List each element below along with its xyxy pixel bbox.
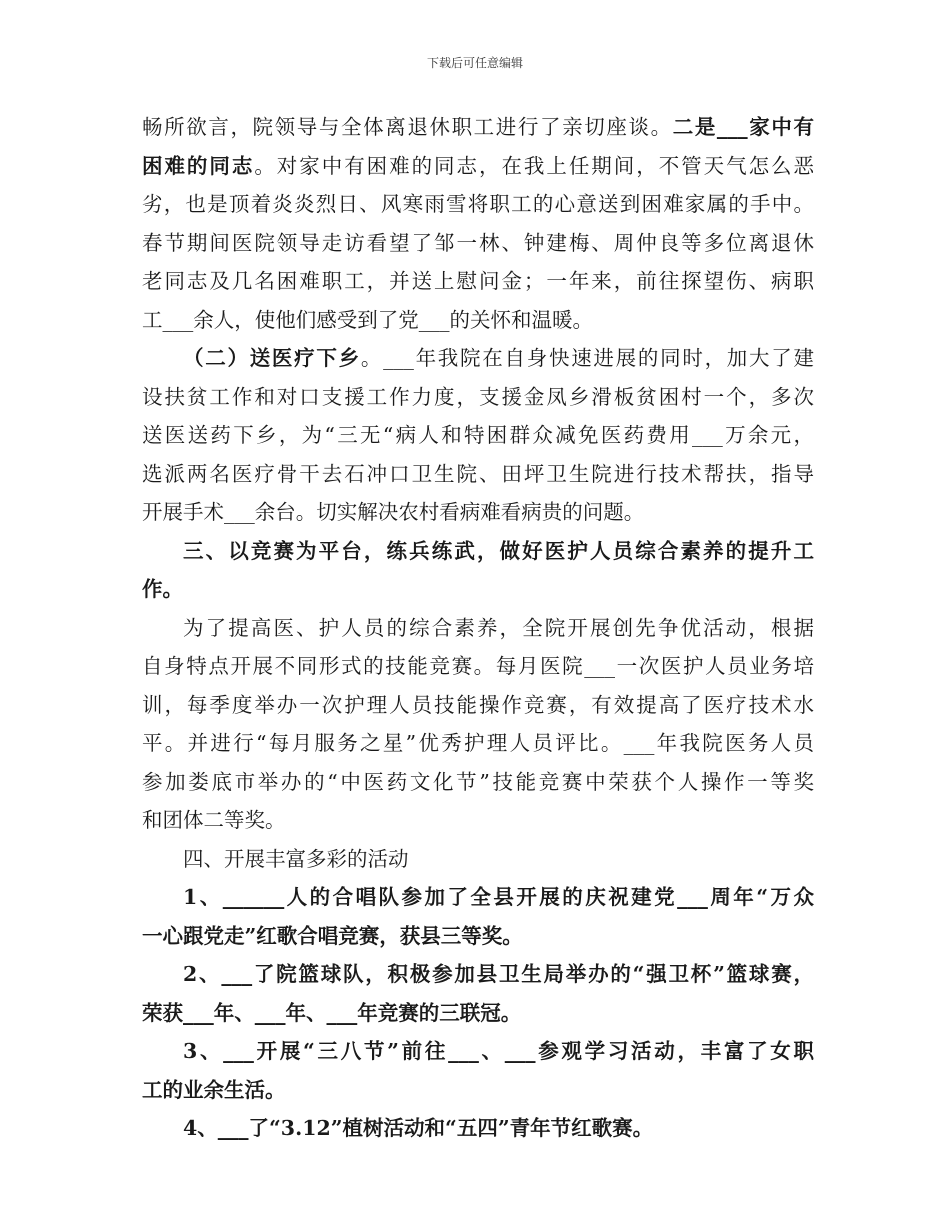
text-line-14 [142, 609, 814, 648]
bold-run: （二）送医疗下乡 [183, 346, 361, 370]
text-run: 送医送药下乡，为“三无“病人和特困群众减免医药费用___万余元， [142, 423, 814, 447]
text-line-16 [142, 686, 814, 725]
section-heading-3-cont [142, 570, 814, 609]
text-line-9 [142, 416, 814, 455]
bold-run: 2、___了院篮球队，积极参加县卫生局举办的“强卫杯”篮球赛， [183, 962, 814, 986]
text-line-7 [142, 339, 814, 378]
text-line-10 [142, 455, 814, 494]
bold-run: 困难的同志 [142, 153, 255, 178]
text-line-17 [142, 724, 814, 763]
text-line-19 [142, 801, 814, 840]
bold-run: 1、______人的合唱队参加了全县开展的庆祝建党___周年“万众 [183, 885, 814, 909]
text-run: 设扶贫工作和对口支援工作力度，支援金凤乡滑板贫困村一个，多次 [142, 384, 814, 409]
text-run: 和团体二等奖。 [142, 808, 286, 832]
bold-run: 一心跟党走”红歌合唱竞赛，获县三等奖。 [142, 923, 523, 948]
text-run: 训，每季度举办一次护理人员技能操作竞赛，有效提高了医疗技术水 [142, 692, 814, 717]
text-line-18 [142, 763, 814, 802]
activity-3-line-2 [142, 1071, 814, 1110]
text-run: 自身特点开展不同形式的技能竞赛。每月医院___一次医护人员业务培 [142, 654, 814, 678]
text-line-15 [142, 647, 814, 686]
text-run: 春节期间医院领导走访看望了邹一林、钟建梅、周仲良等多位离退休 [142, 230, 814, 255]
text-line-6 [142, 301, 814, 340]
bold-run: 荣获___年、___年、___年竞赛的三联冠。 [142, 1000, 522, 1025]
text-run: 。对家中有困难的同志，在我上任期间，不管天气怎么恶 [254, 153, 814, 178]
text-run: 。___年我院在自身快速进展的同时，加大了建 [360, 346, 814, 370]
activity-4-line-1 [142, 1109, 814, 1148]
activity-2-line-2 [142, 994, 814, 1033]
bold-run: 三、以竞赛为平台，练兵练武，做好医护人员综合素养的提升工 [183, 538, 814, 563]
text-run: 老同志及几名困难职工，并送上慰问金；一年来，前往探望伤、病职 [142, 269, 814, 293]
bold-run: 工的业余生活。 [142, 1077, 286, 1102]
text-line-3 [142, 185, 814, 224]
bold-run: 二是___家中有 [672, 115, 814, 139]
bold-run: 4、___了“3.12”植树活动和“五四”青年节红歌赛。 [183, 1116, 654, 1140]
document-body [142, 108, 814, 1148]
text-line-2 [142, 147, 814, 186]
text-run: 畅所欲言，院领导与全体离退休职工进行了亲切座谈。 [142, 115, 673, 139]
text-run: 为了提高医、护人员的综合素养，全院开展创先争优活动，根据 [183, 615, 814, 640]
text-line-1 [142, 108, 814, 147]
text-run: 工___余人，使他们感受到了党___的关怀和温暖。 [142, 307, 593, 332]
text-line-11 [142, 493, 814, 532]
text-line-8 [142, 378, 814, 417]
text-run: 劣，也是顶着炎炎烈日、风寒雨雪将职工的心意送到困难家属的手中。 [142, 192, 814, 216]
text-run: 选派两名医疗骨干去石冲口卫生院、田坪卫生院进行技术帮扶，指导 [142, 461, 814, 486]
text-line-4 [142, 224, 814, 263]
activity-1-line-2 [142, 917, 814, 956]
activity-2-line-1 [142, 955, 814, 994]
text-run: 平。并进行“每月服务之星”优秀护理人员评比。___年我院医务人员 [142, 731, 814, 755]
activity-3-line-1 [142, 1032, 814, 1071]
activity-1-line-1 [142, 878, 814, 917]
bold-run: 作。 [142, 577, 183, 601]
page-header: 下载后可任意编辑 [426, 56, 523, 70]
text-run: 参加娄底市举办的“中医药文化节”技能竞赛中荣获个人操作一等奖 [142, 769, 814, 794]
text-run: 开展手术___余台。切实解决农村看病难看病贵的问题。 [142, 500, 645, 524]
text-run: 四、开展丰富多彩的活动 [183, 846, 409, 871]
text-line-5 [142, 262, 814, 301]
section-heading-4 [142, 840, 814, 879]
bold-run: 3、___开展“三八节”前往___、___参观学习活动，丰富了女职 [183, 1039, 814, 1063]
section-heading-3 [142, 532, 814, 571]
